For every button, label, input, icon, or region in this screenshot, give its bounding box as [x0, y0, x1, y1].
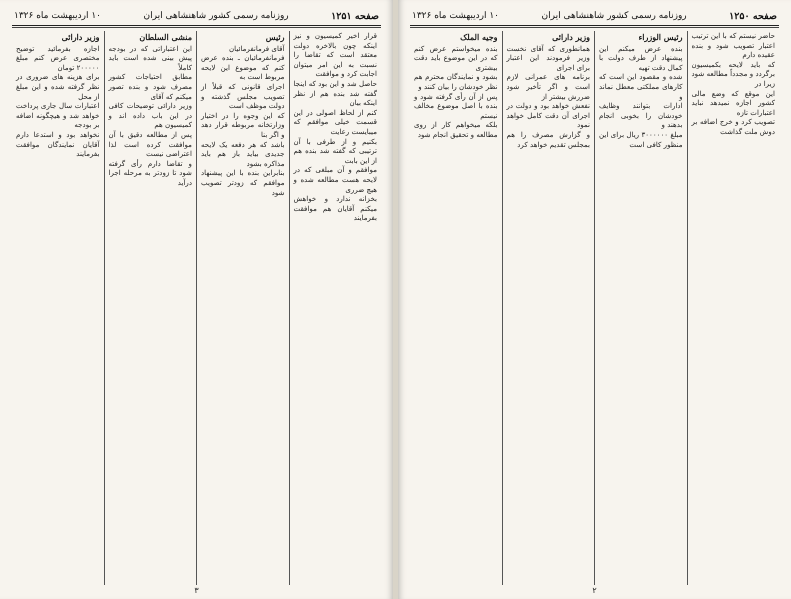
text-line: موافقم و آن مبلغی که در لایحه هست مطالعه شده و هیچ ضرری	[293, 165, 377, 194]
text-line: این موقع که وضع مالی کشور اجازه نمیدهد نباید اعتبارات تازه	[691, 88, 775, 117]
text-line: که باید لایحه بکمیسیون برگردد و مجدداً مطالعه شود زیرا در	[691, 59, 775, 88]
text-line: بشود و نمایندگان محترم هم نظر خودشان را بیان کنند و	[414, 72, 498, 91]
text-column	[12, 31, 104, 585]
text-line: بنده میخواستم عرض کنم که در این موضوع باید دقت بیشتری	[414, 43, 498, 72]
text-line: پس از مطالعه دقیق با آن موافقت کرده است لذا اعتراضی نیست	[108, 129, 192, 159]
text-line: اجرای قانونی که قبلاً از تصویب مجلس گذشته و دولت موظف است	[201, 81, 285, 111]
right-page-date: ۱۰ اردیبهشت ماه ۱۳۲۶	[412, 11, 499, 21]
text-line: مبلغ ۳۰۰۰۰۰۰ ریال برای این منظور کافی است	[599, 129, 683, 149]
text-line: بخزانه ندارد و خواهش میکنم آقایان هم موافقت بفرمایند	[293, 194, 377, 223]
text-line: بنده عرض میکنم این پیشنهاد از طرف دولت با کمال دقت تهیه	[599, 43, 683, 72]
text-line: که این وجوه را در اختیار وزارتخانه مربوطه قرار دهد و اگر بنا	[201, 110, 285, 139]
right-page	[398, 0, 791, 599]
text-line: وزیر دارائی توضیحات کافی در این باب داده اند و کمیسیون هم	[108, 101, 192, 130]
text-line: این اعتباراتی که در بودجه پیش بینی شده است باید کاملاً	[108, 43, 192, 72]
speaker-heading: رئیس	[265, 32, 285, 42]
text-line: و گزارش مصرف را هم بمجلس تقدیم خواهد کرد	[506, 129, 590, 149]
text-line: فرمانفرمائیان ـ بنده عرض کنم که موضوع این لایحه مربوط است به	[201, 53, 285, 82]
text-line: و تقاضا دارم رأی گرفته شود تا زودتر به مرحله اجرا درآید	[108, 158, 192, 187]
speaker-heading: وزیر دارائی	[61, 32, 100, 42]
text-line: اعتبارات سال جاری پرداخت خواهد شد و هیچگونه اضافه بر بودجه	[16, 101, 100, 130]
left-page-folio: ۳	[194, 586, 199, 595]
text-column	[688, 31, 780, 585]
text-column	[197, 31, 289, 585]
text-line: کنم از لحاظ اصولی در این قسمت خیلی موافقم که میبایست رعایت	[293, 107, 377, 136]
speaker-heading: وزیر دارائی	[552, 32, 590, 42]
text-line: پس از آن رأی گرفته شود و بنده با اصل موضوع مخالف نیستم	[414, 91, 498, 120]
left-header-rule	[12, 25, 381, 26]
left-page-columns	[12, 31, 381, 585]
right-page-title: روزنامه رسمی کشور شاهنشاهی ایران	[541, 11, 687, 21]
text-line: نخواهد بود و استدعا دارم آقایان نمایندگان موافقت بفرمایند	[16, 129, 100, 159]
right-page-folio: ۲	[592, 586, 597, 595]
left-page-date: ۱۰ اردیبهشت ماه ۱۳۲۶	[14, 11, 101, 21]
text-line: همانطوری که آقای نخست وزیر فرمودند این اعتبار برای اجرای	[506, 43, 590, 72]
text-line: آقای فرمانفرمائیان	[228, 43, 285, 53]
text-column	[503, 31, 595, 585]
text-line: بکنیم و از طرفی با آن ترتیبی که گفته شد بنده هم از این بابت	[293, 136, 377, 165]
right-page-header	[412, 8, 777, 24]
text-line: حاصل شد و این بود که اینجا گفته شد بنده هم از نظر اینکه بیان	[293, 78, 377, 108]
right-page-number: صفحه ۱۲۵۰	[729, 10, 777, 22]
text-line: نفعش خواهد بود و دولت در اجرای آن دقت کامل خواهد نمود	[506, 101, 590, 130]
text-column	[290, 31, 382, 585]
text-line: اجازه بفرمائید توضیح مختصری عرض کنم مبلغ ۲۰۰۰۰۰ تومان	[16, 43, 100, 72]
text-line: بنابراین بنده با این پیشنهاد موافقم که زودتر تصویب شود	[201, 168, 285, 197]
text-line: قرار اخیر کمیسیون و نیز اینکه چون بالاخره دولت معتقد است که تقاضا را نسبت به این امر میتوان اجابت کرد و موافقت	[293, 31, 377, 79]
text-line: حاضر نیستم که با این ترتیب اعتبار تصویب شود و بنده عقیده دارم	[691, 31, 775, 60]
right-page-columns	[410, 31, 779, 585]
left-page-header	[14, 8, 379, 24]
text-line: مطابق احتیاجات کشور مصرف شود و بنده تصور میکنم که آقای	[108, 72, 192, 101]
text-column	[105, 31, 197, 585]
text-line: ادارات بتوانند وظایف خودشان را بخوبی انجام بدهند و	[599, 101, 683, 130]
left-page-number: صفحه ۱۲۵۱	[331, 10, 379, 22]
text-line: بلکه میخواهم کار از روی مطالعه و تحقیق انجام شود	[414, 120, 498, 139]
text-line: برنامه های عمرانی لازم است و اگر تأخیر شود ضررش بیشتر از	[506, 72, 590, 101]
speaker-heading: منشی السلطان	[139, 32, 192, 42]
text-line: برای هزینه های ضروری در نظر گرفته شده و این مبلغ از محل	[16, 72, 100, 101]
text-line: تصویب کرد و خرج اضافه بر دوش ملت گذاشت	[691, 117, 775, 136]
speaker-heading: وجیه الملک	[460, 32, 498, 42]
left-page-title: روزنامه رسمی کشور شاهنشاهی ایران	[143, 11, 289, 21]
left-page	[0, 0, 393, 599]
text-column	[410, 31, 502, 585]
right-header-rule	[410, 25, 779, 26]
right-header-rule-thin	[410, 27, 779, 28]
left-header-rule-thin	[12, 27, 381, 28]
text-column	[595, 31, 687, 585]
text-line: باشد که هر دفعه یک لایحه جدیدی بیاید باز هم باید مذاکره بشود	[201, 139, 285, 168]
speaker-heading: رئیس الوزراء	[638, 32, 683, 42]
text-line: شده و مقصود این است که کارهای مملکتی معطل نماند و	[599, 72, 683, 101]
